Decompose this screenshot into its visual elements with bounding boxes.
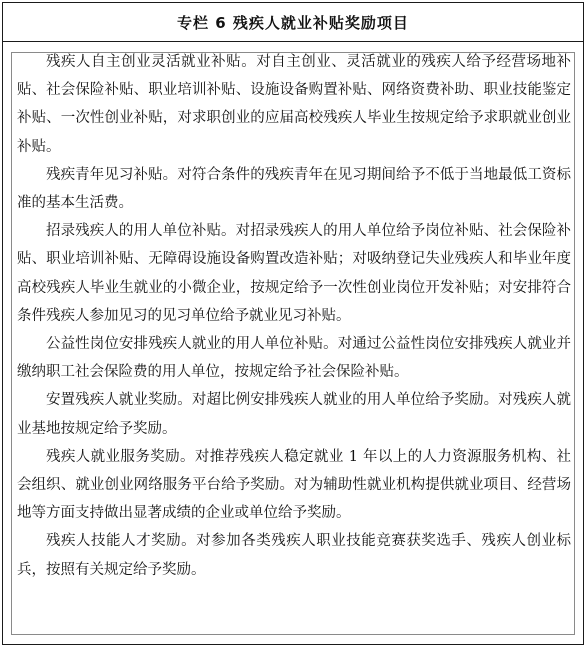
paragraph-employment-service-reward: 残疾人就业服务奖励。对推荐残疾人稳定就业 1 年以上的人力资源服务机构、社会组织、就业创业网络服务平台给予奖励。对为辅助性就业机构提供就业项目、经营场地等方面支持做出显著成绩的企业或单位给予奖励。 [17,448,571,522]
paragraph-employer-hiring-subsidy: 招录残疾人的用人单位补贴。对招录残疾人的用人单位给予岗位补贴、社会保险补贴、职业培训补贴、无障碍设施设备购置改造补贴；对吸纳登记失业残疾人和毕业年度高校残疾人毕业生就业的小微企业，按规定给予一次性创业岗位开发补贴；对安排符合条件残疾人参加见习的见习单位给予就业见习补贴。 [17,223,571,324]
paragraph-youth-internship-subsidy: 残疾青年见习补贴。对符合条件的残疾青年在见习期间给予不低于当地最低工资标准的基本生活费。 [17,166,571,212]
box-title: 专栏 6 残疾人就业补贴奖励项目 [3,3,583,42]
paragraph-public-welfare-post-subsidy: 公益性岗位安排残疾人就业的用人单位补贴。对通过公益性岗位安排残疾人就业并缴纳职工社会保险费的用人单位，按规定给予社会保险补贴。 [17,336,571,381]
paragraph-placement-reward: 安置残疾人就业奖励。对超比例安排残疾人就业的用人单位给予奖励。对残疾人就业基地按规定给予奖励。 [17,392,571,437]
paragraph-skilled-talent-reward: 残疾人技能人才奖励。对参加各类残疾人职业技能竞赛获奖选手、残疾人创业标兵，按照有关规定给予奖励。 [17,533,571,578]
policy-box [2,2,584,645]
paragraph-self-employment-subsidy: 残疾人自主创业灵活就业补贴。对自主创业、灵活就业的残疾人给予经营场地补贴、社会保险补贴、职业培训补贴、设施设备购置补贴、网络资费补助、职业技能鉴定补贴、一次性创业补贴，对求职创业的应届高校残疾人毕业生按规定给予求职就业创业补贴。 [17,54,571,155]
box-body [3,42,583,645]
